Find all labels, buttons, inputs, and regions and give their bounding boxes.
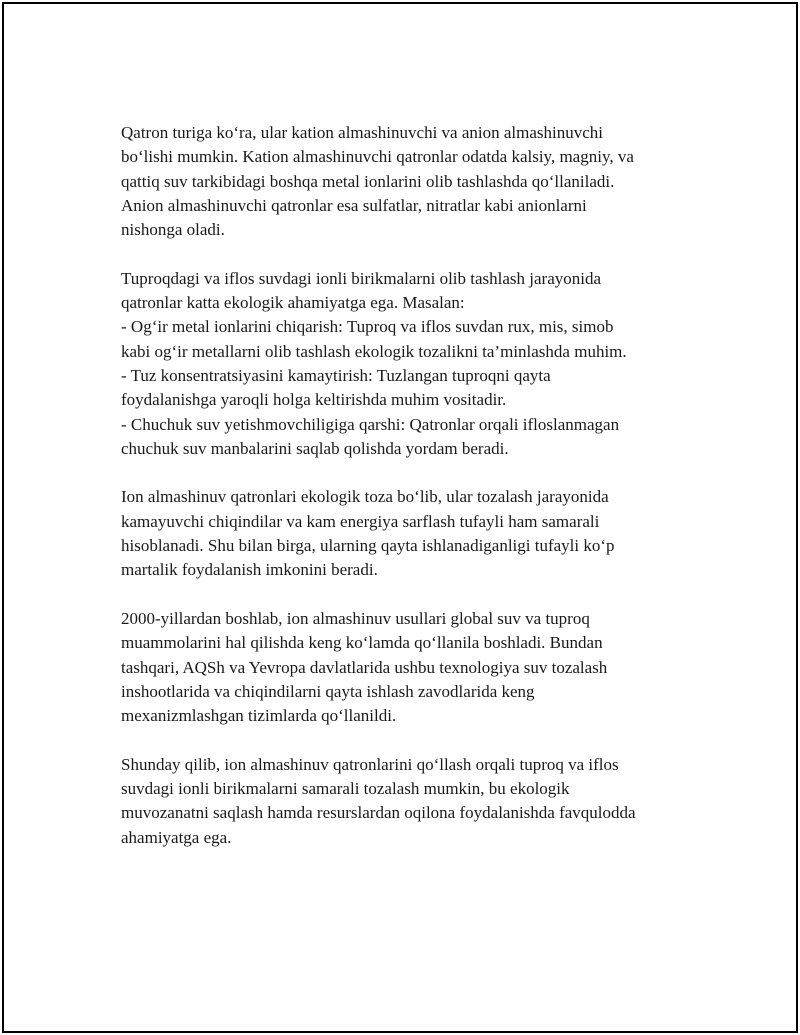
text-line: muvozanatni saqlash hamda resurslardan oqilona foydalanishda favqulodda	[121, 803, 636, 823]
text-line: qattiq suv tarkibidagi boshqa metal ionlarini olib tashlashda qo‘llaniladi.	[121, 171, 615, 191]
text-line: Qatron turiga ko‘ra, ular kation almashinuvchi va anion almashinuvchi	[121, 123, 604, 142]
text-line: Tuproqdagi va iflos suvdagi ionli birikmalarni olib tashlash jarayonida	[121, 268, 602, 288]
text-line: Anion almashinuvchi qatronlar esa sulfatlar, nitratlar kabi anionlarni	[121, 195, 587, 215]
text-line: foydalanishga yaroqli holga keltirishda muhim vositadir.	[121, 390, 507, 410]
text-line: muammolarini hal qilishda keng ko‘lamda qo‘llanila boshladi. Bundan	[121, 633, 603, 653]
paragraph-ecological-importance	[121, 267, 691, 461]
text-line: qatronlar katta ekologik ahamiyatga ega. Masalan:	[121, 293, 465, 313]
text-line: martalik foydalanish imkonini beradi.	[121, 560, 378, 580]
text-line: chuchuk suv manbalarini saqlab qolishda yordam beradi.	[121, 438, 509, 458]
text-line: tashqari, AQSh va Yevropa davlatlarida ushbu texnologiya suv tozalash	[121, 657, 608, 677]
list-item-salt-reduction: - Tuz konsentratsiyasini kamaytirish: Tuzlangan tuproqni qayta	[121, 365, 551, 385]
text-line: bo‘lishi mumkin. Kation almashinuvchi qatronlar odatda kalsiy, magniy, va	[121, 147, 634, 167]
text-line: nishonga oladi.	[121, 220, 225, 240]
text-line: kabi og‘ir metallarni olib tashlash ekologik tozalikni ta’minlashda muhim.	[121, 341, 627, 361]
paragraph-conclusion	[121, 753, 691, 850]
page-frame	[2, 2, 798, 1033]
text-line: ahamiyatga ega.	[121, 827, 232, 847]
list-item-fresh-water: - Chuchuk suv yetishmovchiligiga qarshi: Qatronlar orqali ifloslanmagan	[121, 414, 620, 434]
text-line: Shunday qilib, ion almashinuv qatronlarini qo‘llash orqali tuproq va iflos	[121, 754, 619, 774]
text-line: 2000-yillardan boshlab, ion almashinuv usullari global suv va tuproq	[121, 608, 590, 628]
list-item-heavy-metals: - Og‘ir metal ionlarini chiqarish: Tuproq va iflos suvdan rux, mis, simob	[121, 317, 614, 337]
text-line: inshootlarida va chiqindilarni qayta ishlash zavodlarida keng	[121, 681, 535, 701]
text-line: mexanizmlashgan tizimlarda qo‘llanildi.	[121, 706, 397, 726]
text-line: kamayuvchi chiqindilar va kam energiya sarflash tufayli ham samarali	[121, 511, 600, 531]
paragraph-history	[121, 607, 691, 728]
document-body	[121, 121, 691, 874]
text-line: Ion almashinuv qatronlari ekologik toza bo‘lib, ular tozalash jarayonida	[121, 487, 609, 507]
paragraph-resin-types	[121, 121, 691, 242]
text-line: suvdagi ionli birikmalarni samarali tozalash mumkin, bu ekologik	[121, 779, 570, 799]
paragraph-eco-friendly	[121, 485, 691, 582]
text-line: hisoblanadi. Shu bilan birga, ularning qayta ishlanadiganligi tufayli ko‘p	[121, 536, 615, 556]
